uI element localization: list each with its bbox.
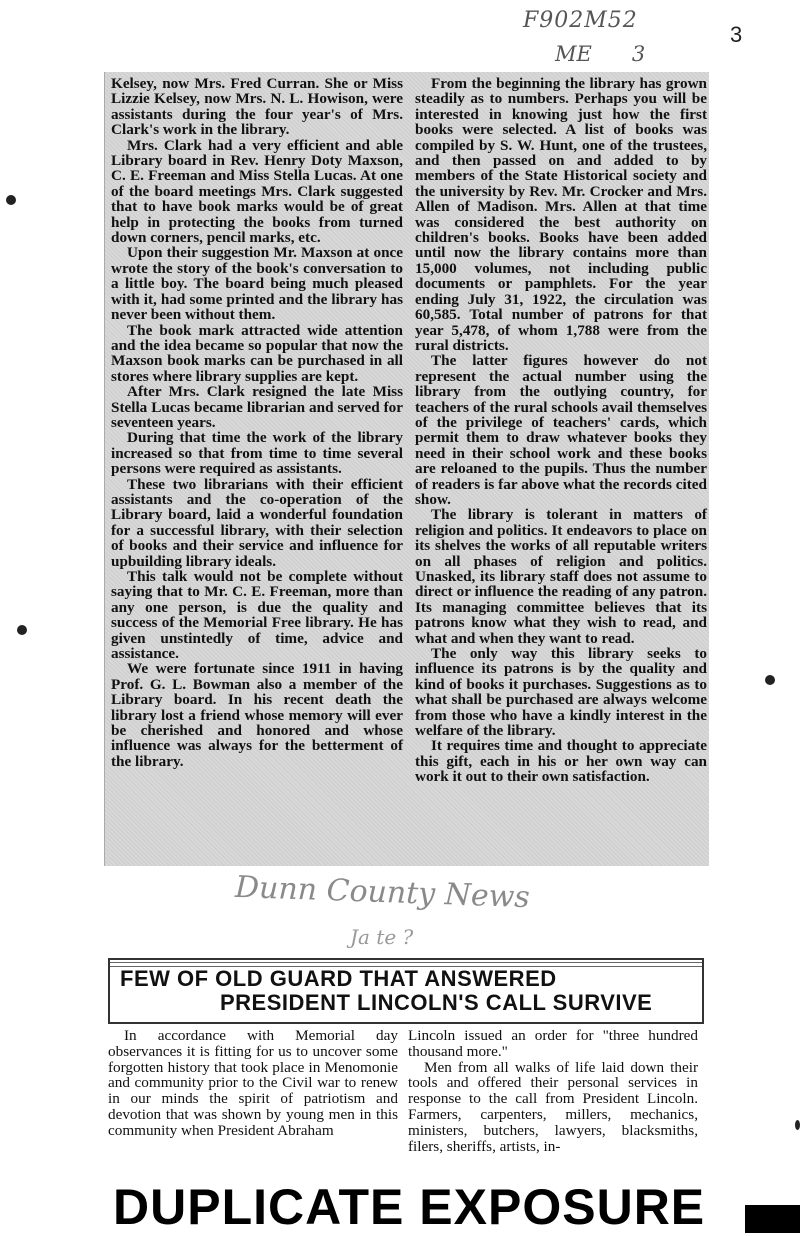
paragraph: Upon their suggestion Mr. Maxson at once wrote the story of the book's conversation to a little boy. The board being much pleased with it, had some printed and the library has never been without them. (111, 244, 403, 324)
paragraph: This talk would not be complete without saying that to Mr. C. E. Freeman, more than any one person, is due the quality and success of the Memorial Free library. He has given unstintedly of time, advice and assistance. (111, 568, 403, 663)
sub-code-annotation (555, 42, 645, 66)
source-annotation: Dunn County News (234, 869, 531, 916)
sub-code-label: ME (555, 42, 592, 66)
headline-line-2: PRESIDENT LINCOLN'S CALL SURVIVE (220, 990, 653, 1015)
article-column-left (111, 76, 403, 769)
paragraph: We were fortunate since 1911 in having Prof. G. L. Bowman also a member of the Library board. In his recent death the library lost a friend whose memory will ever be cherished and honored and whose influence was always for the betterment of the library. (111, 660, 403, 770)
punch-hole-mark (765, 675, 775, 685)
paragraph: Men from all walks of life laid down their tools and offered their personal services in response to the call from President Lincoln. Farmers, carpenters, millers, mechanics, ministers, butchers, lawyers, blacksmiths, filers, sheriffs, artists, in- (408, 1058, 698, 1155)
paragraph: It requires time and thought to appreciate this gift, each in his or her own way can work it out to their own satisfaction. (415, 737, 707, 786)
paragraph: The only way this library seeks to influence its patrons is by the quality and kind of books it purchases. Suggestions as to what shall be purchased are always welcome from those who have a kindly interest in the welfare of the library. (415, 645, 707, 740)
paragraph: During that time the work of the library increased so that from time to time several persons were required as assistants. (111, 429, 403, 478)
paragraph: From the beginning the library has grown steadily as to numbers. Perhaps you will be interested in knowing just how the first books were selected. A list of books was compiled by S. W. Hunt, one of the trustees, and then passed on and added to by members of the State Historical society and the university by Rev. Mr. Crocker and Mrs. Allen of Madison. Mrs. Allen at that time was considered the best authority on children's books. Books have been added until now the library contains more than 15,000 volumes, not including public documents or pamphlets. For the year ending July 31, 1922, the circulation was 60,585. Total number of patrons for that year 5,478, of whom 1,788 were from the rural districts. (415, 75, 707, 354)
punch-hole-mark (795, 1120, 800, 1130)
paragraph: After Mrs. Clark resigned the late Miss Stella Lucas became librarian and served for seventeen years. (111, 383, 403, 431)
article-column-right (415, 76, 707, 785)
date-annotation: Ja te ? (350, 925, 414, 949)
article-column-right (408, 1028, 698, 1154)
paragraph: Mrs. Clark had a very efficient and able Library board in Rev. Henry Doty Maxson, C. E. Freeman and Miss Stella Lucas. At one of the board meetings Mrs. Clark suggested that to have book marks would be of great help in protecting the books from turned down corners, pencil marks, etc. (111, 136, 403, 247)
paragraph: Kelsey, now Mrs. Fred Curran. She or Miss Lizzie Kelsey, now Mrs. N. L. Howison, were assistants during the four year's of Mrs. Clark's work in the library. (111, 75, 403, 139)
newspaper-clipping-lower (108, 1028, 703, 1166)
duplicate-exposure-stamp: DUPLICATE EXPOSURE (113, 1179, 706, 1235)
sub-code-number: 3 (631, 42, 646, 66)
punch-hole-mark (17, 625, 27, 635)
article-column-left (108, 1028, 398, 1139)
page-number: 3 (730, 22, 743, 47)
black-bar (745, 1205, 800, 1233)
paragraph: Lincoln issued an order for "three hundred thousand more." (408, 1027, 698, 1060)
paragraph: The latter figures however do not represent the actual number using the library from the outlying country, for teachers of the rural schools avail themselves of the privilege of teachers' cards, which permit them to draw whatever books they need in their school work and these books are reloaned to the pupils. Thus the number of readers is far above what the records cited show. (415, 352, 707, 508)
newspaper-clipping-upper (104, 72, 709, 866)
headline-box (108, 958, 704, 1024)
paragraph: In accordance with Memorial day observances it is fitting for us to uncover some forgotten history that took place in Menomonie and community prior to the Civil war to renew in our minds the spirit of patriotism and devotion that was shown by young men in this community when President Abraham (108, 1027, 398, 1139)
paragraph: The book mark attracted wide attention and the idea became so popular that now the Maxson book marks can be purchased in all stores where library supplies are kept. (111, 321, 403, 385)
paragraph: These two librarians with their efficient assistants and the co-operation of the Library board, laid a wonderful foundation for a successful library, with their selection of books and their service and influence for upbuilding library ideals. (111, 475, 403, 570)
paragraph: The library is tolerant in matters of religion and politics. It endeavors to place on its shelves the works of all reputable writers on all phases of religion and politics. Unasked, its library staff does not assume to direct or influence the reading of any patron. Its managing committee believes that its patrons know what they wish to read, and what and when they want to read. (415, 506, 707, 647)
punch-hole-mark (6, 195, 16, 205)
headline-line-1: FEW OF OLD GUARD THAT ANSWERED (120, 966, 557, 991)
call-number-annotation: F902M52 (523, 8, 638, 33)
